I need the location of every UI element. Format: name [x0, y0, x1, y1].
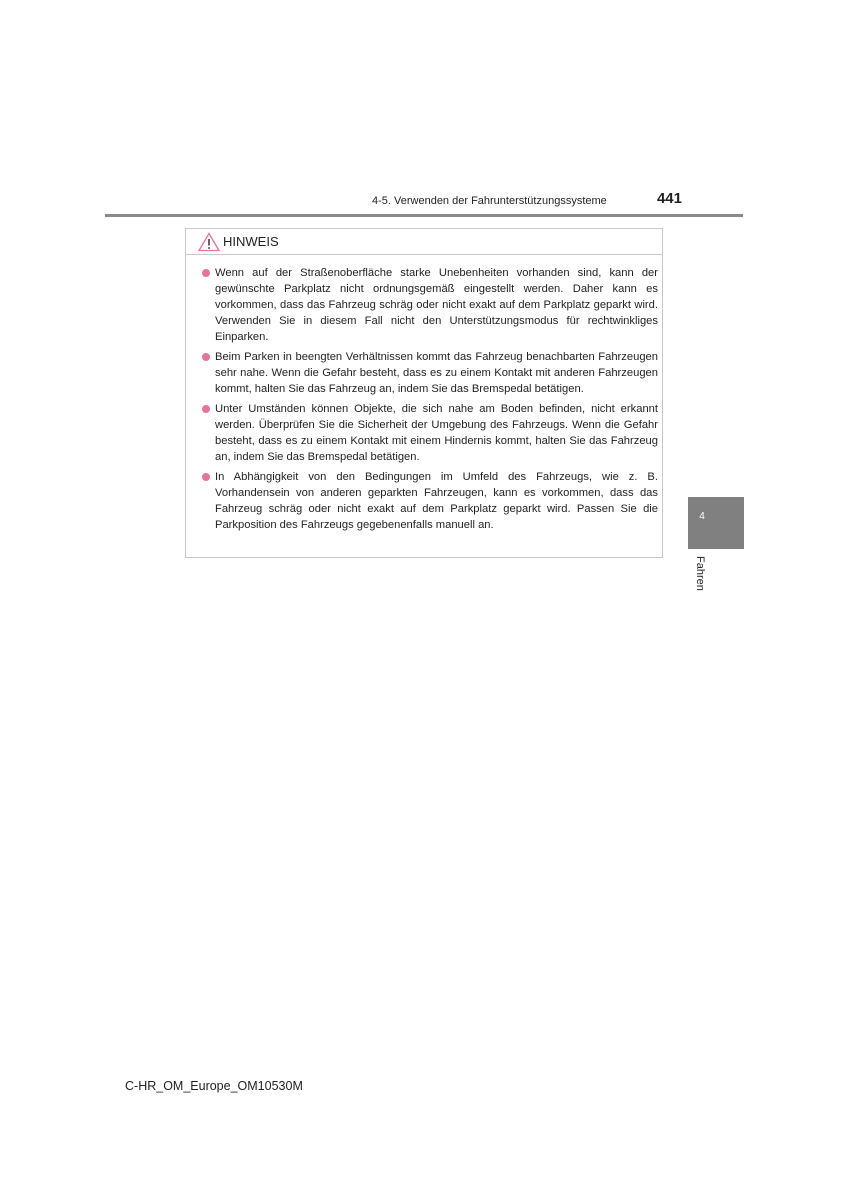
notice-bullet-list — [202, 265, 658, 537]
list-item — [202, 469, 658, 533]
list-item — [202, 349, 658, 397]
header-divider — [105, 214, 743, 217]
warning-triangle-icon — [198, 232, 220, 252]
chapter-label: Fahren — [694, 556, 706, 591]
notice-header — [186, 229, 662, 255]
notice-box — [185, 228, 663, 558]
bullet-text: Beim Parken in beengten Verhältnissen kommt das Fahrzeug benachbarten Fahrzeugen sehr nahe. Wenn die Gefahr besteht, dass es zu einem Kontakt mit anderen Fahrzeugen kommt, halten Sie das Fahrzeug an, indem Sie das Bremspedal betätigen. — [215, 351, 658, 395]
bullet-dot-icon — [202, 405, 210, 413]
bullet-text: In Abhängigkeit von den Bedingungen im Umfeld des Fahrzeugs, wie z. B. Vorhandensein von anderen geparkten Fahrzeugen, kann es vorkommen, dass das Fahrzeug schräg oder nicht exakt auf dem Parkplatz geparkt wird. Passen Sie die Parkposition des Fahrzeugs gegebenenfalls manuell an. — [215, 471, 658, 531]
notice-title: HINWEIS — [223, 234, 279, 249]
list-item — [202, 265, 658, 345]
bullet-dot-icon — [202, 473, 210, 481]
list-item — [202, 401, 658, 465]
bullet-text: Unter Umständen können Objekte, die sich nahe am Boden befinden, nicht erkannt werden. Überprüfen Sie die Sicherheit der Umgebung des Fahrzeugs. Wenn die Gefahr besteht, dass es zu einem Kontakt mit einem Hindernis kommt, halten Sie das Fahrzeug an, indem Sie das Bremspedal betätigen. — [215, 403, 658, 463]
chapter-number: 4 — [699, 511, 705, 522]
bullet-dot-icon — [202, 269, 210, 277]
chapter-tab — [688, 497, 744, 549]
document-code: C-HR_OM_Europe_OM10530M — [125, 1079, 303, 1093]
bullet-dot-icon — [202, 353, 210, 361]
bullet-text: Wenn auf der Straßenoberfläche starke Unebenheiten vorhanden sind, kann der gewünschte Parkplatz nicht ordnungsgemäß eingestellt werden. Daher kann es vorkommen, dass das Fahrzeug schräg oder nicht exakt auf dem Parkplatz geparkt wird. Verwenden Sie in diesem Fall nicht den Unterstützungsmodus für rechtwinkliges Einparken. — [215, 267, 658, 343]
page-number: 441 — [656, 190, 682, 207]
section-title: 4-5. Verwenden der Fahrunterstützungssysteme — [372, 195, 607, 207]
